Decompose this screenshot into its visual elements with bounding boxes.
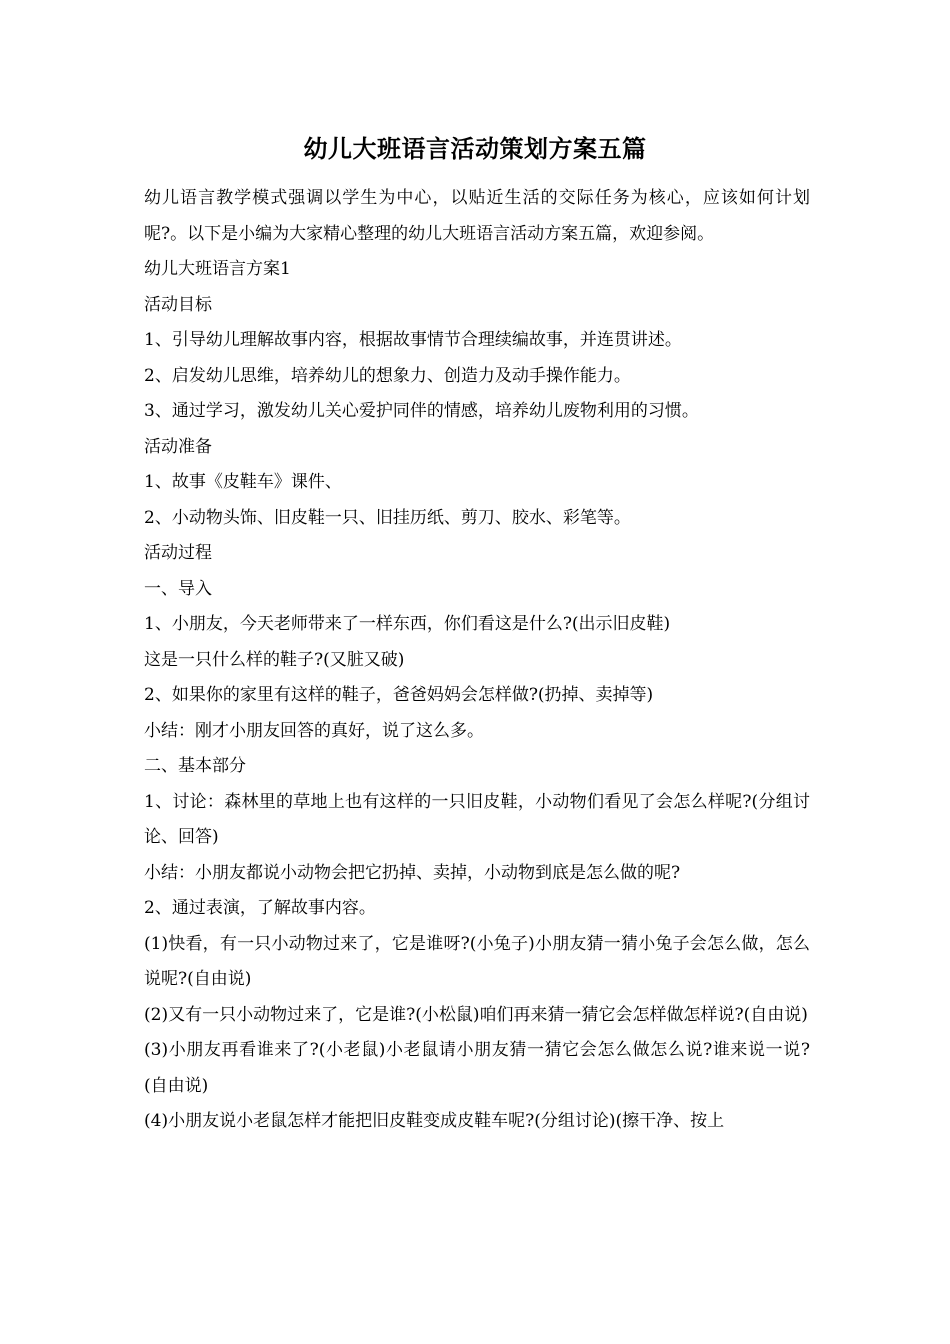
goal-item: 2、启发幼儿思维，培养幼儿的想象力、创造力及动手操作能力。 bbox=[144, 365, 631, 386]
process-paragraph: (1)快看，有一只小动物过来了，它是谁呀?(小兔子)小朋友猜一猜小兔子会怎么做，怎么说呢?(自由说) bbox=[144, 933, 810, 989]
process-paragraph: 这是一只什么样的鞋子?(又脏又破) bbox=[144, 649, 405, 670]
preparation-item: 1、故事《皮鞋车》课件、 bbox=[144, 472, 342, 492]
section-heading-plan-1: 幼儿大班语言方案1 bbox=[144, 259, 291, 279]
document-title: 幼儿大班语言活动策划方案五篇 bbox=[303, 134, 647, 163]
process-step-heading: 一、导入 bbox=[144, 578, 212, 599]
subheading-preparation: 活动准备 bbox=[144, 436, 212, 457]
intro-paragraph: 幼儿语言教学模式强调以学生为中心，以贴近生活的交际任务为核心，应该如何计划呢?。以下是小编为大家精心整理的幼儿大班语言活动方案五篇，欢迎参阅。 bbox=[144, 188, 810, 244]
process-step-heading: 二、基本部分 bbox=[144, 756, 246, 776]
preparation-item: 2、小动物头饰、旧皮鞋一只、旧挂历纸、剪刀、胶水、彩笔等。 bbox=[144, 507, 631, 528]
subheading-process: 活动过程 bbox=[144, 543, 212, 563]
subheading-goals: 活动目标 bbox=[144, 294, 212, 315]
process-paragraph: (4)小朋友说小老鼠怎样才能把旧皮鞋变成皮鞋车呢?(分组讨论)(擦干净、按上 bbox=[144, 1111, 725, 1131]
process-paragraph: 2、通过表演，了解故事内容。 bbox=[144, 898, 376, 918]
process-paragraph: 小结：小朋友都说小动物会把它扔掉、卖掉，小动物到底是怎么做的呢? bbox=[144, 862, 681, 883]
process-paragraph: 2、如果你的家里有这样的鞋子，爸爸妈妈会怎样做?(扔掉、卖掉等) bbox=[144, 685, 654, 705]
process-paragraph: 1、讨论：森林里的草地上也有这样的一只旧皮鞋，小动物们看见了会怎么样呢?(分组讨论、回答) bbox=[144, 791, 810, 847]
goal-item: 3、通过学习，激发幼儿关心爱护同伴的情感，培养幼儿废物利用的习惯。 bbox=[144, 401, 699, 421]
process-paragraph: 1、小朋友，今天老师带来了一样东西，你们看这是什么?(出示旧皮鞋) bbox=[144, 614, 671, 634]
document-body bbox=[144, 181, 810, 1140]
process-paragraph: (2)又有一只小动物过来了，它是谁?(小松鼠)咱们再来猜一猜它会怎样做怎样说?(自由说) bbox=[144, 1004, 808, 1025]
process-paragraph: (3)小朋友再看谁来了?(小老鼠)小老鼠请小朋友猜一猜它会怎么做怎么说?谁来说一说?(自由说) bbox=[144, 1040, 810, 1096]
process-paragraph: 小结：刚才小朋友回答的真好，说了这么多。 bbox=[144, 720, 484, 741]
goal-item: 1、引导幼儿理解故事内容，根据故事情节合理续编故事，并连贯讲述。 bbox=[144, 330, 682, 350]
